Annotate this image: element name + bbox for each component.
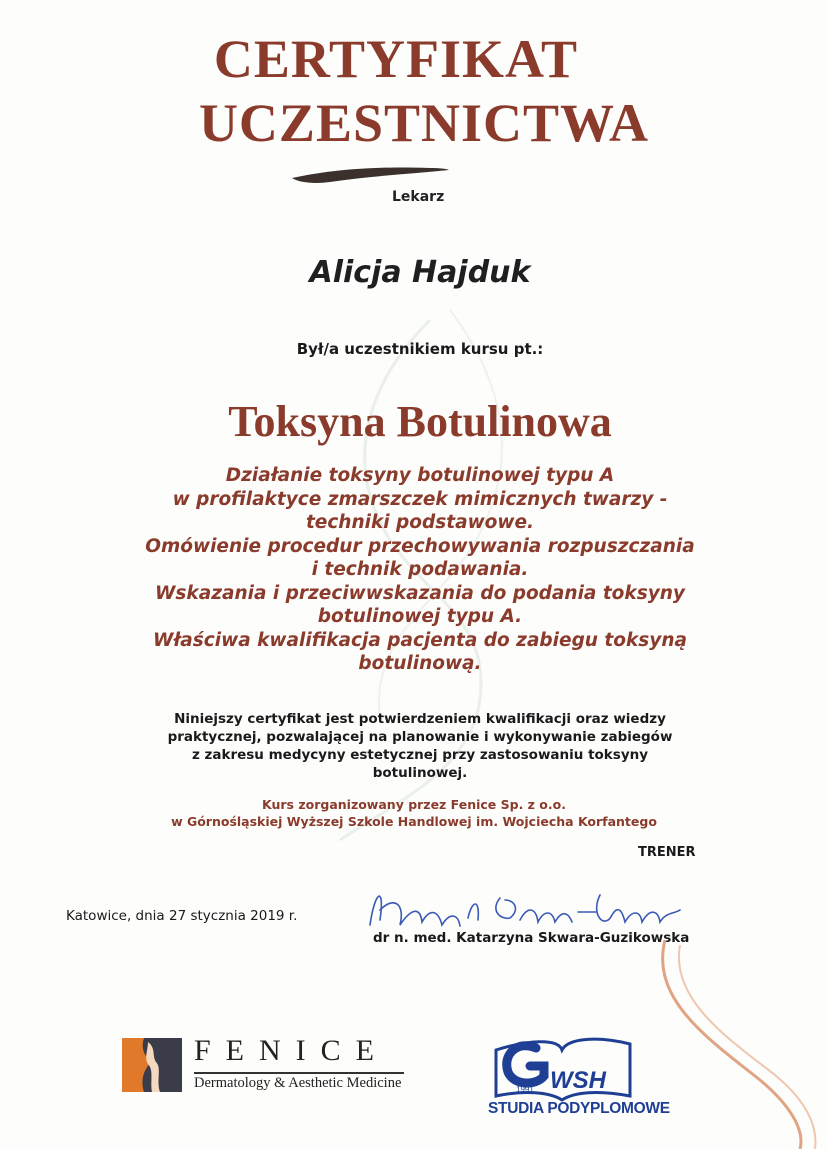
description-line: botulinowej typu A.	[317, 606, 523, 627]
organizer-line: w Górnośląskiej Wyższej Szkole Handlowej im. Wojciecha Korfantego	[171, 814, 657, 829]
certificate-title-line1: CERTYFIKAT	[213, 29, 579, 89]
gwsh-year: 1991	[516, 1085, 534, 1094]
place-and-date: Katowice, dnia 27 stycznia 2019 r.	[66, 908, 298, 924]
description-line: Omówienie procedur przechowywania rozpuszczania	[145, 535, 695, 557]
description-line: Działanie toksyny botulinowej typu A	[225, 465, 615, 486]
confirmation-line: Niniejszy certyfikat jest potwierdzeniem kwalifikacji oraz wiedzy	[174, 711, 666, 727]
profession-label: Lekarz	[392, 189, 445, 205]
organizer-text	[0, 796, 828, 830]
course-title: Toksyna Botulinowa	[228, 397, 612, 446]
fenice-logo	[122, 1030, 412, 1100]
description-line: w profilaktyce zmarszczek mimicznych twarzy -	[172, 488, 668, 510]
confirmation-line: z zakresu medycyny estetycznej przy zastosowaniu toksyny	[191, 747, 649, 763]
participant-name: Alicja Hajduk	[309, 255, 531, 290]
confirmation-line: botulinowej.	[372, 765, 468, 781]
fenice-wordmark: FENICE	[194, 1034, 389, 1067]
description-line: techniki podstawowe.	[305, 512, 535, 533]
description-line: botulinową.	[358, 653, 482, 674]
decorative-flourish	[290, 160, 450, 190]
signer-name: dr n. med. Katarzyna Skwara-Guzikowska	[373, 930, 690, 946]
gwsh-caption: STUDIA PODYPLOMOWE	[488, 1100, 670, 1117]
description-line: Właściwa kwalifikacja pacjenta do zabiegu toksyną	[152, 629, 688, 651]
description-line: Wskazania i przeciwwskazania do podania toksyny	[155, 582, 685, 604]
trainer-label: TRENER	[638, 845, 696, 860]
certificate-title-line2: UCZESTNICTWA	[198, 93, 650, 153]
participation-statement: Był/a uczestnikiem kursu pt.:	[296, 340, 544, 358]
description-line: i technik podawania.	[311, 559, 529, 580]
fenice-figure-icon	[122, 1038, 182, 1092]
course-description	[6, 464, 828, 676]
organizer-line: Kurs zorganizowany przez Fenice Sp. z o.o.	[262, 797, 566, 812]
fenice-subtitle: Dermatology & Aesthetic Medicine	[194, 1075, 402, 1091]
confirmation-text	[6, 710, 828, 782]
confirmation-line: praktycznej, pozwalającej na planowanie i wykonywanie zabiegów	[167, 729, 673, 745]
fenice-rule	[194, 1072, 404, 1074]
gwsh-letters: WSH	[550, 1067, 606, 1094]
